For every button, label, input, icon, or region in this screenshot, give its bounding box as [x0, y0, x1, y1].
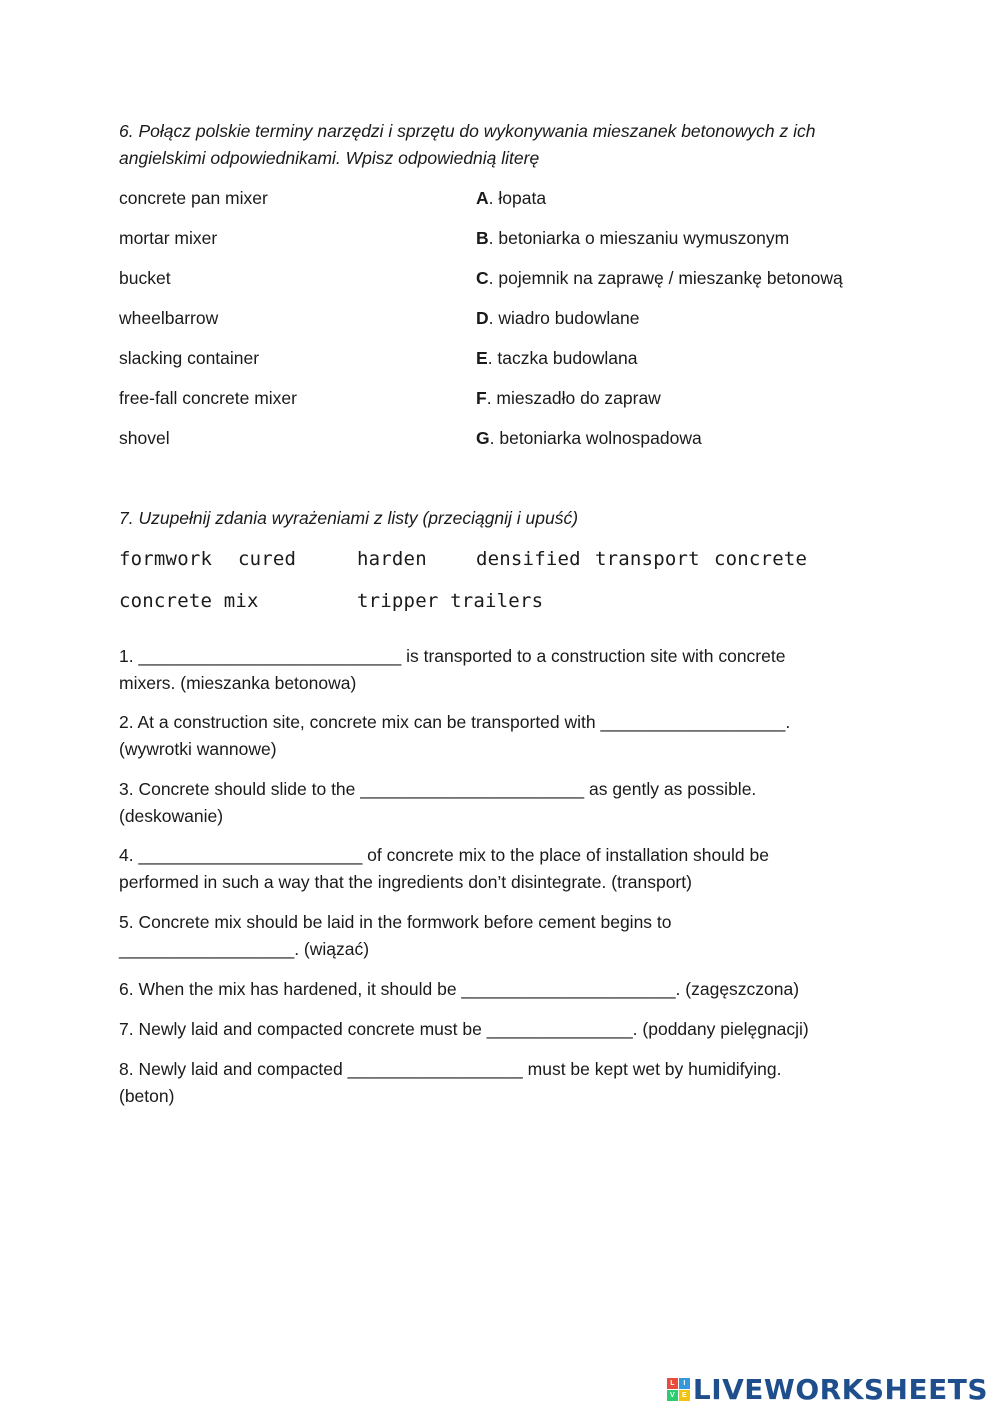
sentence-7 — [119, 1016, 879, 1043]
option-letter: D — [476, 308, 489, 328]
option-text: . wiadro budowlane — [488, 308, 640, 328]
sentence-5 — [119, 909, 879, 963]
option-text: . łopata — [488, 188, 547, 208]
logo-letter: V — [667, 1390, 678, 1401]
sentence-line: 1. ___________________________ is transported to a construction site with concrete — [119, 646, 786, 666]
sentence-line: 6. When the mix has hardened, it should be ______________________. (zagęszczona) — [119, 979, 800, 999]
polish-term — [476, 427, 702, 449]
word-bank-item[interactable]: concrete mix — [119, 590, 259, 612]
sentence-3 — [119, 776, 879, 830]
polish-term — [476, 307, 639, 329]
sentence-line: 5. Concrete mix should be laid in the formwork before cement begins to — [119, 912, 672, 932]
word-bank-item[interactable]: transport — [595, 548, 700, 570]
word-bank-item[interactable]: concrete — [714, 548, 808, 570]
logo-letter: L — [667, 1378, 678, 1389]
english-term: concrete pan mixer — [119, 188, 268, 208]
exercise-6-instruction: 6. Połącz polskie terminy narzędzi i sprzętu do wykonywania mieszanek betonowych z ich angielskimi odpowiednikami. Wpisz odpowiednią literę — [119, 121, 816, 168]
option-text: . betoniarka o mieszaniu wymuszonym — [488, 228, 790, 248]
english-term: free-fall concrete mixer — [119, 388, 297, 408]
sentence-line: (wywrotki wannowe) — [119, 739, 277, 759]
sentence-line: (deskowanie) — [119, 806, 224, 826]
english-term: bucket — [119, 268, 171, 288]
sentence-line: mixers. (mieszanka betonowa) — [119, 673, 357, 693]
polish-term — [476, 187, 546, 209]
option-text: . betoniarka wolnospadowa — [489, 428, 702, 448]
polish-term — [476, 347, 638, 369]
option-text: . taczka budowlana — [487, 348, 638, 368]
sentence-line: 2. At a construction site, concrete mix can be transported with ___________________. — [119, 712, 791, 732]
option-letter: E — [476, 348, 488, 368]
sentence-line: 3. Concrete should slide to the _______________________ as gently as possible. — [119, 779, 757, 799]
sentence-2 — [119, 709, 879, 763]
sentence-line: (beton) — [119, 1086, 175, 1106]
option-letter: G — [476, 428, 490, 448]
sentence-1 — [119, 643, 879, 697]
option-letter: C — [476, 268, 489, 288]
word-bank-item[interactable]: harden — [357, 548, 427, 570]
polish-term — [476, 267, 843, 289]
word-bank-item[interactable]: densified — [476, 548, 581, 570]
sentence-6 — [119, 976, 879, 1003]
logo-letter: I — [679, 1378, 690, 1389]
english-term: mortar mixer — [119, 228, 218, 248]
logo-letter: E — [679, 1390, 690, 1401]
word-bank-item[interactable]: cured — [238, 548, 297, 570]
option-letter: A — [476, 188, 489, 208]
polish-term — [476, 387, 661, 409]
sentence-line: 8. Newly laid and compacted __________________ must be kept wet by humidifying. — [119, 1059, 782, 1079]
sentence-line: __________________. (wiązać) — [119, 939, 370, 959]
option-letter: B — [476, 228, 489, 248]
word-bank-item[interactable]: formwork — [119, 548, 213, 570]
word-bank-item[interactable]: tripper trailers — [357, 590, 544, 612]
logo-icon — [667, 1378, 690, 1401]
logo-text: LIVEWORKSHEETS — [692, 1373, 988, 1406]
sentence-line: performed in such a way that the ingredients don’t disintegrate. (transport) — [119, 872, 692, 892]
english-term: shovel — [119, 428, 170, 448]
english-term: wheelbarrow — [119, 308, 219, 328]
sentence-line: 4. _______________________ of concrete mix to the place of installation should be — [119, 845, 769, 865]
polish-term — [476, 227, 789, 249]
option-letter: F — [476, 388, 487, 408]
exercise-7-instruction: 7. Uzupełnij zdania wyrażeniami z listy (przeciągnij i upuść) — [119, 508, 579, 528]
sentence-4 — [119, 842, 879, 896]
english-term: slacking container — [119, 348, 260, 368]
option-text: . pojemnik na zaprawę / mieszankę betonową — [488, 268, 843, 288]
sentence-line: 7. Newly laid and compacted concrete must be _______________. (poddany pielęgnacji) — [119, 1019, 809, 1039]
sentence-8 — [119, 1056, 879, 1110]
option-text: . mieszadło do zapraw — [486, 388, 661, 408]
liveworksheets-logo — [667, 1373, 988, 1406]
